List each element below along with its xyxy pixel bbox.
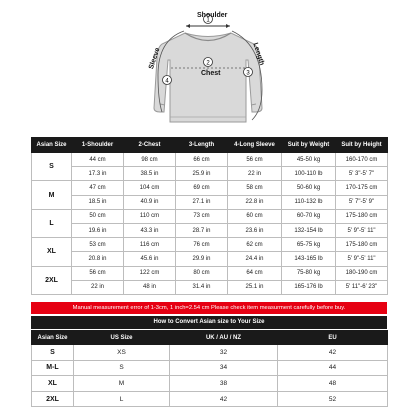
table-cell: 44 <box>278 360 388 376</box>
table-cell: 22 in <box>228 167 282 181</box>
table-row <box>32 252 388 266</box>
table-cell: 104 cm <box>124 181 176 195</box>
table-row <box>32 153 388 167</box>
table-cell: 24.4 in <box>228 252 282 266</box>
header-long-sleeve: 4-Long Sleeve <box>228 138 282 153</box>
table-cell: 143-165 lb <box>282 252 336 266</box>
table-cell: 27.1 in <box>176 195 228 209</box>
table-cell: 62 cm <box>228 238 282 252</box>
size-cell: S <box>32 345 74 361</box>
table-row <box>32 195 388 209</box>
table-cell: 45.6 in <box>124 252 176 266</box>
table-cell: 42 <box>170 391 278 407</box>
table-cell: 44 cm <box>72 153 124 167</box>
size-cell: M <box>32 181 72 209</box>
table-cell: 17.3 in <box>72 167 124 181</box>
table-cell: 73 cm <box>176 209 228 223</box>
table-cell: 175-180 cm <box>336 209 388 223</box>
marker-4: 4 <box>165 78 169 85</box>
header-shoulder: 1-Shoulder <box>72 138 124 153</box>
header-chest: 2-Chest <box>124 138 176 153</box>
table-row <box>32 266 388 280</box>
measurement-diagram <box>0 0 416 132</box>
table-row <box>32 391 388 407</box>
table-row <box>32 360 388 376</box>
table-cell: 5' 7"-5' 9" <box>336 195 388 209</box>
table-row <box>32 238 388 252</box>
table-cell: 31.4 in <box>176 280 228 294</box>
table-cell: 38.5 in <box>124 167 176 181</box>
size-cell: 2XL <box>32 266 72 294</box>
header-suit-by-height: Suit by Height <box>336 138 388 153</box>
table-cell: 48 in <box>124 280 176 294</box>
table-cell: 100-110 lb <box>282 167 336 181</box>
table-row <box>32 167 388 181</box>
header-eu: EU <box>278 331 388 345</box>
table-cell: 110 cm <box>124 209 176 223</box>
table-cell: XS <box>74 345 170 361</box>
table-cell: 25.9 in <box>176 167 228 181</box>
header-asian-size: Asian Size <box>32 138 72 153</box>
table-cell: 160-170 cm <box>336 153 388 167</box>
table-cell: 48 <box>278 376 388 392</box>
marker-3: 3 <box>246 70 250 77</box>
table-cell: 80 cm <box>176 266 228 280</box>
table-cell: 43.3 in <box>124 223 176 237</box>
table-cell: 60-70 kg <box>282 209 336 223</box>
table-cell: 76 cm <box>176 238 228 252</box>
table-cell: 69 cm <box>176 181 228 195</box>
header-us-size: US Size <box>74 331 170 345</box>
table-cell: 98 cm <box>124 153 176 167</box>
table-cell: 22 in <box>72 280 124 294</box>
size-chart-table <box>31 137 388 295</box>
size-cell: 2XL <box>32 391 74 407</box>
table-cell: 5' 9"-5' 11" <box>336 252 388 266</box>
size-convert-table <box>31 330 388 407</box>
table-row <box>32 345 388 361</box>
table-cell: 32 <box>170 345 278 361</box>
table-cell: 50 cm <box>72 209 124 223</box>
table-cell: 34 <box>170 360 278 376</box>
table-cell: 64 cm <box>228 266 282 280</box>
table-cell: 65-75 kg <box>282 238 336 252</box>
table-cell: 5' 11"-6' 23" <box>336 280 388 294</box>
length-label: Length <box>251 42 266 67</box>
table-cell: 75-80 kg <box>282 266 336 280</box>
table-cell: 40.9 in <box>124 195 176 209</box>
table-cell: 60 cm <box>228 209 282 223</box>
table-cell: 132-154 lb <box>282 223 336 237</box>
table-cell: 56 cm <box>228 153 282 167</box>
convert-header-row <box>32 331 388 345</box>
table-cell: 25.1 in <box>228 280 282 294</box>
table-row <box>32 280 388 294</box>
header-suit-by-weight: Suit by Weight <box>282 138 336 153</box>
table-cell: 45-50 kg <box>282 153 336 167</box>
table-cell: 5' 3"-5' 7" <box>336 167 388 181</box>
table-cell: 20.8 in <box>72 252 124 266</box>
size-cell: L <box>32 209 72 237</box>
table-row <box>32 209 388 223</box>
table-cell: 122 cm <box>124 266 176 280</box>
size-cell: XL <box>32 238 72 266</box>
table-row <box>32 181 388 195</box>
table-cell: 180-190 cm <box>336 266 388 280</box>
size-cell: M-L <box>32 360 74 376</box>
table-cell: 18.5 in <box>72 195 124 209</box>
table-row <box>32 376 388 392</box>
size-cell: XL <box>32 376 74 392</box>
table-cell: L <box>74 391 170 407</box>
table-row <box>32 223 388 237</box>
table-cell: 165-176 lb <box>282 280 336 294</box>
table-cell: 38 <box>170 376 278 392</box>
table-cell: 110-132 lb <box>282 195 336 209</box>
size-cell: S <box>32 153 72 181</box>
chest-label: Chest <box>201 70 221 77</box>
table-cell: 170-175 cm <box>336 181 388 195</box>
table-cell: 42 <box>278 345 388 361</box>
header-asian-size: Asian Size <box>32 331 74 345</box>
table-cell: S <box>74 360 170 376</box>
table-cell: 50-60 kg <box>282 181 336 195</box>
table-cell: 19.6 in <box>72 223 124 237</box>
table-cell: M <box>74 376 170 392</box>
measurement-notice: Manual measurement error of 1-3cm, 1 inch=2.54 cm Please check item measurment carefully before buy. <box>31 302 387 314</box>
table-cell: 116 cm <box>124 238 176 252</box>
sleeve-label: Sleeve <box>148 46 162 71</box>
table-cell: 47 cm <box>72 181 124 195</box>
table-cell: 28.7 in <box>176 223 228 237</box>
size-table-header-row <box>32 138 388 153</box>
table-cell: 22.8 in <box>228 195 282 209</box>
table-cell: 56 cm <box>72 266 124 280</box>
table-cell: 175-180 cm <box>336 238 388 252</box>
table-cell: 66 cm <box>176 153 228 167</box>
table-cell: 23.6 in <box>228 223 282 237</box>
table-cell: 58 cm <box>228 181 282 195</box>
marker-1: 1 <box>206 17 210 24</box>
table-cell: 52 <box>278 391 388 407</box>
long-sleeve-shirt-illustration <box>0 0 416 132</box>
header-length: 3-Length <box>176 138 228 153</box>
table-cell: 5' 9"-5' 11" <box>336 223 388 237</box>
header-uk-au-nz: UK / AU / NZ <box>170 331 278 345</box>
table-cell: 53 cm <box>72 238 124 252</box>
shoulder-label: Shoulder <box>197 12 228 19</box>
marker-2: 2 <box>206 60 210 67</box>
convert-title: How to Convert Asian size to Your Size <box>31 316 387 329</box>
table-cell: 29.9 in <box>176 252 228 266</box>
